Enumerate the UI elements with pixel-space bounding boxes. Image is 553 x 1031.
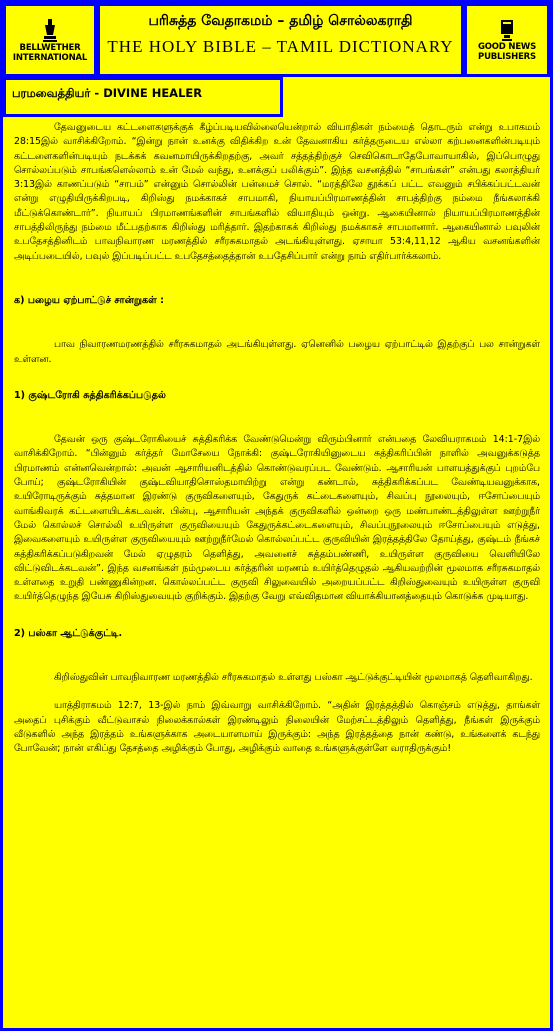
paragraph-passover-exodus: யாத்திராகமம் 12:7, 13-இல் நாம் இவ்வாறு வாசிக்கிறோம். “அதின் இரத்தத்தில் கொஞ்சம் எடுத்து, தாங்கள் அதைப் புசிக்கும் வீட்டுவாசல் நிலைக்கால்கள் இரண்டிலும் நிலையின் மேற்சட்டத்திலும் தெளித்து, நீங்கள் இருக்கும் வீடுகளில் அந்த இரத்தம் உங்களுக்காக அடையாளமாய் இருக்கும்: அந்த இரத்தத்தை நான் கண்டு, உங்களைக் கடந்து போவேன்; நான் எகிப்து தேசத்தை அழிக்கும் போது, அழிக்கும் வாதை உங்களுக்குள்ளே வராதிருக்கும்! <box>14 700 540 755</box>
section-title: பரமவைத்தியர் - DIVINE HEALER <box>12 86 203 100</box>
heading-old-testament-evidence: க) பழைய ஏற்பாட்டுச் சான்றுகள் : <box>14 294 164 306</box>
lamp-icon <box>42 17 58 43</box>
title-english: THE HOLY BIBLE – TAMIL DICTIONARY <box>107 37 454 56</box>
bellwether-logo <box>3 3 97 77</box>
paragraph-leper-cleansing: தேவன் ஒரு குஷ்டரோகியைச் சுத்திகரிக்க வேண்டுமென்று விரும்பினார் என்பதை லேவியராகமம் 14:1-7இல் வாசிக்கிறோம். “பின்னும் கர்த்தர் மோசேயை நோக்கி: குஷ்டரோகியினுடைய சுத்திகரிப்பின் நாளில் அவனுக்கடுத்த பிரமாணம் என்னவென்றால்: அவன் ஆசாரியனிடத்தில் கொண்டுவரப்பட வேண்டும். ஆசாரியன் பாளயத்துக்குப் புறம்பே போய்; குஷ்டரோகியின் குஷ்டவியாதிசொஸ்தமாயிற்று என்று கண்டால், சுத்திகரிக்கப்பட வேண்டியவனுக்காக, உயிரோடிருக்கும் சுத்தமான இரண்டு குருவிகளையும், கேதுருக் கட்டைகளையும், சிவப்பு நூலையும், ஈசோப்பையும் வாங்கிவரக் கட்டளையிடக்கடவன். பின்பு, ஆசாரியன் அந்தக் குருவிகளில் ஒன்றை ஒரு மண்பாண்டத்திலுள்ள ஊற்றுநீர் மேல் கொல்லச் சொல்லி உயிருள்ள குருவியையும் கேதுருக்கட்டைகளையும், சிவப்புநூலையும் ஈசோப்பையும் எடுத்து, இவைகளையும் உயிருள்ள குருவியையும் ஊற்றுநீர்மேல் கொல்லப்பட்ட குருவியின் இரத்தத்திலே தோய்த்து, குஷ்டம் நீங்கச் சுத்திகரிக்கப்படுகிறவன் மேல் ஏழுதரம் தெளித்து, அவனைச் சுத்தம்பண்ணி, உயிருள்ள குருவியை வெளியிலே விட்டுவிடக்கடவன்”. இந்த வசனங்கள் நம்முடைய கர்த்தரின் மரணம் உயிர்த்தெழுதல் ஆகியவற்றின் மூலமாக சரீரசுகமாதல் உள்ளதை உறுதி பண்ணுகின்றன. கொல்லப்பட்ட குருவி சிலுவையில் அறையப்பட்ட கிறிஸ்துவையும் உயிருள்ள குருவி உயிர்த்தெழுந்த இயேசு கிறிஸ்துவையும் குறிக்கும். இதற்கு வேறு எவ்விதமான வியாக்கியானத்தையும் கொடுக்க முடியாது. <box>14 434 540 603</box>
book-icon <box>499 18 515 42</box>
title-tamil: பரிசுத்த வேதாகமம் – தமிழ் சொல்லகராதி <box>148 13 413 29</box>
heading-passover-lamb: 2) பஸ்கா ஆட்டுக்குட்டி. <box>14 627 123 639</box>
article-body <box>14 121 540 757</box>
good-news-logo-line2: PUBLISHERS <box>478 52 536 62</box>
section-title-box <box>3 77 283 117</box>
good-news-logo <box>464 3 550 77</box>
good-news-logo-line1: GOOD NEWS <box>477 42 537 52</box>
paragraph-passover-intro: கிறிஸ்துவின் பாவநிவாரண மரணத்தில் சரீரசுகமாதல் உள்ளது பஸ்கா ஆட்டுக்குட்டியின் மூலமாகத் தெளிவாகிறது. <box>54 672 533 684</box>
heading-leper-cleansing: 1) குஷ்டரோகி சுத்திகரிக்கப்படுதல் <box>14 389 166 401</box>
paragraph-old-testament: பாவ நிவாரணமரணத்தில் சரீரசுகமாதல் அடங்கியுள்ளது. ஏனெனில் பழைய ஏற்பாட்டில் இதற்குப் பல சான்றுகள் உள்ளன. <box>14 339 540 365</box>
bellwether-logo-line1: BELLWETHER <box>19 43 81 53</box>
header-title-box <box>97 3 464 77</box>
bellwether-logo-line2: INTERNATIONAL <box>12 53 88 63</box>
paragraph-intro: தேவனுடைய கட்டளைகளுக்குக் கீழ்ப்படியவில்லையென்றால் வியாதிகள் நம்மைத் தொடரும் என்று உபாகமம் 28:15இல் வாசிக்கிறோம். “இன்று நான் உனக்கு விதிக்கிற உன் தேவனாகிய கர்த்தருடைய எல்லா கற்பனைகளின்படியும் கட்டளைகளின்படியும் நடக்கக் கவனமாயிருக்கிறதற்கு, அவர் சத்தத்திற்குச் செவிகொடாதேபோவாயாகில், இப்பொழுது சொல்லப்படும் சாபங்களெல்லாம் உன் மேல் வந்து, உனக்குப் பலிக்கும்”. இந்த வசனத்தில் “சாபங்கள்” என்பது கலாத்தியர் 3:13இல் காணப்படும் “சாபம்” என்னும் சொல்லின் பன்மைச் சொல். “மரத்திலே தூக்கப் பட்ட எவனும் சபிக்கப்பட்டவன் என்று எழுதியிருக்கிறபடி, கிறிஸ்து நமக்காகச் சாபமாகி, நியாயப்பிரமாணத்தின் சாபத்திற்கு நம்மை நீங்கலாக்கி மீட்டுக்கொண்டார்”. நியாயப் பிரமாணங்களின் சாபங்களில் வியாதியும் ஒன்று. ஆகையினால் நியாயப்பிரமாணத்தின் சாபத்திலிருந்து நம்மை மீட்பதற்காக கிறிஸ்து மரித்தார். இதற்காகக் கிறிஸ்து நமக்காகச் சாபமானார். ஆகையினால் பவுலின் உபதேசத்தினிடம் பாவநிவாரண மரணத்தில் சரீரசுகமாதல் அடங்கியுள்ளது. ஏசாயா 53:4,11,12 ஆகிய வசனங்களின் அடிப்படையில், பவுல் இப்படிப்பட்ட உபதேசத்தைத்தான் உபதேசிப்பார் என்று நாம் எதிர்பார்க்கலாம். <box>14 122 540 262</box>
